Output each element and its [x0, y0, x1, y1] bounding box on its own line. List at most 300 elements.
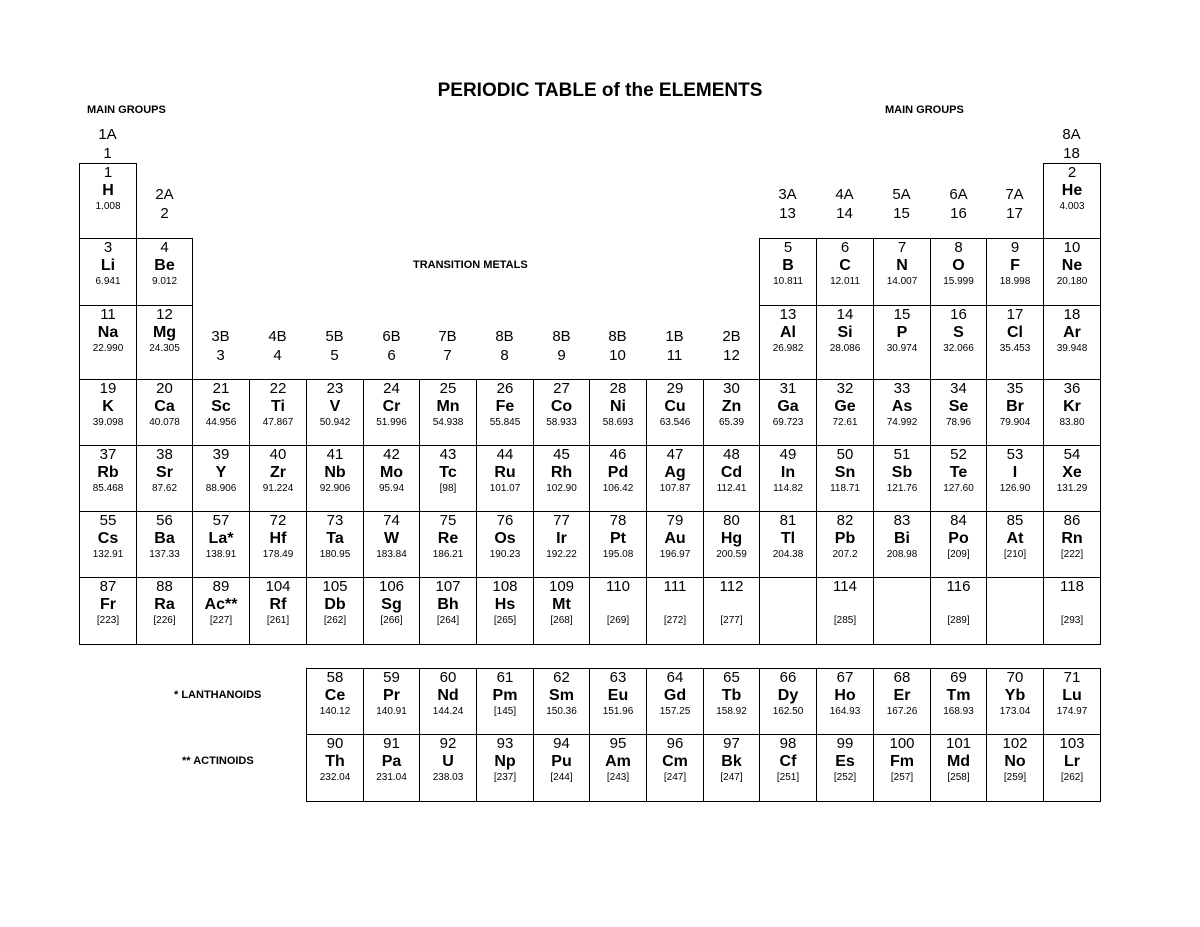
element-symbol: Na: [97, 324, 119, 341]
group-header-number: 10: [609, 347, 626, 364]
atomic-mass: 180.95: [319, 549, 351, 560]
element-cell[interactable]: [533, 445, 590, 512]
element-cell[interactable]: [873, 511, 931, 578]
element-cell[interactable]: [816, 379, 874, 446]
element-cell[interactable]: [759, 668, 817, 735]
element-cell[interactable]: [419, 668, 477, 735]
element-symbol: Sr: [156, 464, 173, 481]
group-header: [192, 327, 249, 365]
atomic-mass: 207.2: [832, 549, 858, 560]
group-header-number: 11: [666, 347, 683, 364]
element-cell[interactable]: [1043, 577, 1101, 645]
atomic-mass: 39.098: [92, 417, 124, 428]
atomic-number: 28: [609, 380, 627, 397]
element-cell[interactable]: [986, 238, 1044, 306]
group-header-label: 7A: [1005, 186, 1024, 203]
atomic-number: 57: [212, 512, 230, 529]
element-cell[interactable]: [816, 238, 874, 306]
element-cell[interactable]: [363, 668, 420, 735]
group-header-number: 18: [1063, 145, 1080, 162]
atomic-mass: 50.942: [319, 417, 351, 428]
atomic-mass: [261]: [266, 615, 290, 626]
element-cell[interactable]: [986, 379, 1044, 446]
element-cell[interactable]: [986, 445, 1044, 512]
element-cell[interactable]: [646, 734, 704, 802]
atomic-mass: 72.61: [832, 417, 858, 428]
element-cell[interactable]: [419, 734, 477, 802]
element-cell[interactable]: [363, 511, 420, 578]
element-symbol: Yb: [1004, 687, 1026, 704]
atomic-number: 110: [606, 578, 630, 595]
main-groups-label-right: MAIN GROUPS: [885, 104, 964, 116]
atomic-mass: 44.956: [205, 417, 237, 428]
element-cell[interactable]: [646, 577, 704, 645]
atomic-number: 30: [723, 380, 740, 397]
element-cell[interactable]: [930, 577, 987, 645]
element-cell[interactable]: [1043, 668, 1101, 735]
element-cell[interactable]: [930, 511, 987, 578]
atomic-number: 106: [378, 578, 405, 595]
element-symbol: Zr: [270, 464, 286, 481]
element-cell[interactable]: [1043, 734, 1101, 802]
atomic-mass: 9.012: [151, 276, 178, 287]
atomic-mass: [222]: [1060, 549, 1084, 560]
element-symbol: Ne: [1061, 257, 1083, 274]
atomic-number: 38: [156, 446, 173, 463]
atomic-number: 75: [439, 512, 457, 529]
element-symbol: Cf: [779, 753, 797, 770]
element-cell[interactable]: [306, 445, 364, 512]
atomic-mass: [247]: [720, 772, 743, 783]
element-cell[interactable]: [930, 305, 987, 380]
element-cell[interactable]: [589, 734, 647, 802]
element-cell[interactable]: [759, 379, 817, 446]
atomic-number: 90: [326, 735, 344, 752]
atomic-mass: [243]: [606, 772, 630, 783]
element-cell[interactable]: [816, 305, 874, 380]
atomic-mass: [98]: [439, 483, 457, 494]
group-header: [759, 185, 816, 223]
element-symbol: Zn: [721, 398, 742, 415]
atomic-number: 55: [99, 512, 117, 529]
atomic-number: 84: [950, 512, 967, 529]
element-cell[interactable]: [646, 668, 704, 735]
element-symbol: Ru: [494, 464, 516, 481]
element-symbol: Tl: [780, 530, 796, 547]
atomic-number: 50: [836, 446, 854, 463]
element-cell[interactable]: [476, 577, 534, 645]
atomic-mass: 204.38: [772, 549, 804, 560]
atomic-mass: 126.90: [999, 483, 1031, 494]
element-cell[interactable]: [759, 577, 817, 645]
element-cell[interactable]: [589, 668, 647, 735]
element-symbol: I: [1012, 464, 1018, 481]
element-cell[interactable]: [703, 577, 760, 645]
element-symbol: Cd: [720, 464, 743, 481]
atomic-mass: [266]: [380, 615, 403, 626]
element-symbol: Cr: [382, 398, 401, 415]
element-cell[interactable]: [1043, 445, 1101, 512]
atomic-mass: 162.50: [772, 706, 804, 717]
element-cell[interactable]: [79, 305, 137, 380]
element-symbol: Si: [837, 324, 853, 341]
atomic-mass: 51.996: [376, 417, 407, 428]
element-cell[interactable]: [646, 445, 704, 512]
element-cell[interactable]: [816, 511, 874, 578]
atomic-number: 51: [893, 446, 911, 463]
element-cell[interactable]: [930, 379, 987, 446]
atomic-number: 97: [723, 735, 740, 752]
element-cell[interactable]: [816, 445, 874, 512]
element-cell[interactable]: [306, 511, 364, 578]
element-cell[interactable]: [136, 511, 193, 578]
element-cell[interactable]: [363, 734, 420, 802]
atomic-mass: 40.078: [149, 417, 180, 428]
element-cell[interactable]: [533, 379, 590, 446]
group-header: [533, 327, 590, 365]
atomic-number: 105: [322, 578, 348, 595]
atomic-number: 32: [836, 380, 854, 397]
element-cell[interactable]: [759, 734, 817, 802]
element-cell[interactable]: [249, 577, 307, 645]
element-cell[interactable]: [306, 734, 364, 802]
atomic-mass: [265]: [493, 615, 517, 626]
element-cell[interactable]: [816, 734, 874, 802]
element-symbol: P: [896, 324, 908, 341]
atomic-number: 35: [1006, 380, 1024, 397]
element-cell[interactable]: [533, 511, 590, 578]
element-cell[interactable]: [192, 445, 250, 512]
element-cell[interactable]: [476, 511, 534, 578]
transition-metals-label: TRANSITION METALS: [413, 259, 528, 271]
atomic-number: 77: [553, 512, 570, 529]
element-cell[interactable]: [759, 305, 817, 380]
element-symbol: [1044, 595, 1100, 614]
element-symbol: Tm: [946, 687, 971, 704]
atomic-mass: 183.84: [376, 549, 407, 560]
element-cell[interactable]: [79, 577, 137, 645]
element-symbol: Al: [780, 324, 796, 341]
group-header: [79, 125, 136, 163]
element-cell[interactable]: [533, 668, 590, 735]
element-cell[interactable]: [986, 734, 1044, 802]
element-symbol: Fm: [890, 753, 914, 770]
element-cell[interactable]: [533, 577, 590, 645]
element-cell[interactable]: [476, 668, 534, 735]
element-cell[interactable]: [930, 238, 987, 306]
element-symbol: Ar: [1063, 324, 1081, 341]
element-symbol: Cl: [1007, 324, 1023, 341]
element-symbol: [590, 595, 646, 614]
atomic-number: 15: [893, 306, 911, 323]
element-symbol: Mt: [552, 596, 571, 613]
atomic-number: 63: [609, 669, 627, 686]
element-cell[interactable]: [192, 379, 250, 446]
element-symbol: La*: [208, 530, 234, 547]
element-symbol: Y: [215, 464, 227, 481]
element-symbol: Sm: [549, 687, 574, 704]
element-symbol: Tb: [721, 687, 742, 704]
atomic-number: 1: [103, 164, 113, 181]
element-cell[interactable]: [1043, 305, 1101, 380]
element-cell[interactable]: [873, 305, 931, 380]
element-cell[interactable]: [249, 379, 307, 446]
atomic-number: 6: [840, 239, 850, 256]
element-cell[interactable]: [873, 379, 931, 446]
element-symbol: Ga: [777, 398, 799, 415]
group-header: [930, 185, 987, 223]
atomic-number: 61: [496, 669, 514, 686]
element-cell[interactable]: [589, 577, 647, 645]
atomic-mass: [272]: [663, 615, 687, 626]
atomic-number: 94: [553, 735, 570, 752]
atomic-mass: 118.71: [830, 483, 860, 494]
element-symbol: Er: [893, 687, 911, 704]
atomic-mass: 150.36: [546, 706, 577, 717]
element-cell[interactable]: [79, 238, 137, 306]
element-cell[interactable]: [192, 577, 250, 645]
element-cell[interactable]: [1043, 238, 1101, 306]
element-symbol: Hf: [269, 530, 287, 547]
element-cell[interactable]: [986, 577, 1044, 645]
element-cell[interactable]: [136, 305, 193, 380]
element-cell[interactable]: [703, 511, 760, 578]
atomic-number: 16: [950, 306, 967, 323]
element-cell[interactable]: [136, 577, 193, 645]
element-cell[interactable]: [1043, 511, 1101, 578]
group-header-number: 17: [1006, 205, 1023, 222]
element-cell[interactable]: [589, 511, 647, 578]
element-symbol: Sc: [211, 398, 231, 415]
element-cell[interactable]: [306, 577, 364, 645]
element-cell[interactable]: [476, 734, 534, 802]
atomic-mass: [259]: [1003, 772, 1027, 783]
element-cell[interactable]: [873, 238, 931, 306]
atomic-number: 53: [1006, 446, 1024, 463]
atomic-mass: 65.39: [718, 417, 745, 428]
element-cell[interactable]: [930, 734, 987, 802]
element-symbol: Re: [437, 530, 459, 547]
element-cell[interactable]: [476, 445, 534, 512]
atomic-mass: 132.91: [92, 549, 124, 560]
atomic-number: 66: [779, 669, 797, 686]
atomic-mass: [268]: [550, 615, 573, 626]
atomic-number: 12: [156, 306, 173, 323]
group-header-label: 3B: [211, 328, 230, 345]
atomic-mass: 200.59: [716, 549, 747, 560]
group-header-number: 9: [557, 347, 566, 364]
group-header-number: 13: [779, 205, 796, 222]
element-cell[interactable]: [930, 445, 987, 512]
atomic-mass: [209]: [947, 549, 970, 560]
element-symbol: Pu: [551, 753, 572, 770]
group-header-label: 2B: [722, 328, 741, 345]
atomic-mass: 208.98: [886, 549, 918, 560]
element-cell[interactable]: [816, 668, 874, 735]
atomic-number: 9: [1010, 239, 1020, 256]
group-header: [419, 327, 476, 365]
atomic-number: 107: [435, 578, 461, 595]
page-title: PERIODIC TABLE of the ELEMENTS: [437, 80, 763, 101]
atomic-mass: 47.867: [262, 417, 294, 428]
element-symbol: H: [102, 182, 114, 199]
element-cell[interactable]: [589, 379, 647, 446]
element-symbol: Sg: [381, 596, 402, 613]
element-cell[interactable]: [363, 379, 420, 446]
atomic-mass: 121.76: [886, 483, 918, 494]
element-symbol: Bk: [721, 753, 742, 770]
atomic-mass: [210]: [1003, 549, 1027, 560]
element-symbol: He: [1061, 182, 1083, 199]
atomic-number: 13: [779, 306, 797, 323]
atomic-number: 91: [383, 735, 400, 752]
atomic-number: 40: [269, 446, 287, 463]
element-cell[interactable]: [419, 379, 477, 446]
group-header-label: 4B: [268, 328, 287, 345]
element-cell[interactable]: [136, 379, 193, 446]
element-cell[interactable]: [703, 379, 760, 446]
element-cell[interactable]: [533, 734, 590, 802]
element-cell[interactable]: [79, 511, 137, 578]
element-cell[interactable]: [136, 445, 193, 512]
element-cell[interactable]: [249, 445, 307, 512]
element-cell[interactable]: [703, 734, 760, 802]
group-header: [873, 185, 930, 223]
atomic-mass: 20.180: [1056, 276, 1088, 287]
atomic-number: 7: [897, 239, 907, 256]
element-cell[interactable]: [589, 445, 647, 512]
group-header-number: 5: [330, 347, 339, 364]
element-cell[interactable]: [419, 445, 477, 512]
group-header-number: 16: [950, 205, 967, 222]
atomic-number: 23: [326, 380, 344, 397]
element-cell[interactable]: [419, 577, 477, 645]
atomic-mass: 32.066: [943, 343, 974, 354]
element-symbol: Sb: [891, 464, 913, 481]
atomic-mass: 69.723: [772, 417, 804, 428]
group-header-label: 2A: [155, 186, 174, 203]
element-cell[interactable]: [306, 379, 364, 446]
element-symbol: Mg: [152, 324, 177, 341]
element-symbol: Am: [605, 753, 631, 770]
atomic-mass: [262]: [1060, 772, 1084, 783]
element-cell[interactable]: [646, 379, 704, 446]
atomic-mass: 190.23: [489, 549, 521, 560]
atomic-number: [987, 579, 1043, 595]
group-header-number: 7: [443, 347, 452, 364]
group-header-label: 5A: [892, 186, 911, 203]
element-cell[interactable]: [873, 668, 931, 735]
element-cell[interactable]: [79, 445, 137, 512]
element-cell[interactable]: [986, 511, 1044, 578]
atomic-number: 52: [950, 446, 967, 463]
atomic-mass: 54.938: [432, 417, 464, 428]
element-cell[interactable]: [249, 511, 307, 578]
element-cell[interactable]: [873, 577, 931, 645]
atomic-number: 20: [156, 380, 173, 397]
element-cell[interactable]: [703, 445, 760, 512]
element-cell[interactable]: [873, 445, 931, 512]
atomic-number: 31: [779, 380, 797, 397]
element-symbol: U: [442, 753, 454, 770]
element-cell[interactable]: [759, 238, 817, 306]
atomic-mass: 14.007: [886, 276, 918, 287]
atomic-number: 83: [893, 512, 911, 529]
element-symbol: [647, 595, 703, 614]
element-cell[interactable]: [759, 511, 817, 578]
group-header: [986, 185, 1043, 223]
atomic-mass: [264]: [436, 615, 460, 626]
atomic-number: 11: [100, 306, 116, 323]
element-cell[interactable]: [816, 577, 874, 645]
atomic-number: 4: [160, 239, 169, 256]
element-symbol: Ti: [271, 398, 285, 415]
element-symbol: Cs: [97, 530, 119, 547]
atomic-number: 78: [609, 512, 627, 529]
atomic-number: 3: [103, 239, 113, 256]
atomic-number: 26: [496, 380, 514, 397]
group-header-label: 8B: [608, 328, 627, 345]
element-cell[interactable]: [79, 163, 137, 239]
element-cell[interactable]: [986, 305, 1044, 380]
atomic-mass: [277]: [720, 615, 743, 626]
element-cell[interactable]: [986, 668, 1044, 735]
element-cell[interactable]: [646, 511, 704, 578]
atomic-mass: 168.93: [943, 706, 974, 717]
atomic-number: 45: [553, 446, 570, 463]
atomic-number: 39: [212, 446, 230, 463]
element-cell[interactable]: [192, 511, 250, 578]
element-cell[interactable]: [363, 577, 420, 645]
element-symbol: Fr: [100, 596, 116, 613]
atomic-number: 56: [156, 512, 173, 529]
atomic-number: 67: [836, 669, 854, 686]
atomic-mass: 18.998: [999, 276, 1031, 287]
group-header: [703, 327, 760, 365]
element-cell[interactable]: [873, 734, 931, 802]
atomic-mass: 192.22: [546, 549, 577, 560]
element-cell[interactable]: [306, 668, 364, 735]
atomic-number: 112: [719, 578, 744, 595]
group-header: [306, 327, 363, 365]
atomic-mass: [289]: [947, 615, 970, 626]
atomic-mass: 144.24: [432, 706, 464, 717]
element-cell[interactable]: [79, 379, 137, 446]
element-symbol: Br: [1006, 398, 1024, 415]
atomic-number: 100: [889, 735, 915, 752]
element-cell[interactable]: [759, 445, 817, 512]
element-cell[interactable]: [363, 445, 420, 512]
element-cell[interactable]: [703, 668, 760, 735]
element-symbol: Te: [949, 464, 968, 481]
atomic-number: 69: [950, 669, 967, 686]
element-symbol: Rh: [550, 464, 573, 481]
element-symbol: Nb: [324, 464, 346, 481]
atomic-mass: 39.948: [1056, 343, 1088, 354]
atomic-number: 18: [1063, 306, 1081, 323]
element-cell[interactable]: [136, 238, 193, 306]
element-cell[interactable]: [419, 511, 477, 578]
element-cell[interactable]: [930, 668, 987, 735]
atomic-mass: [252]: [833, 772, 857, 783]
atomic-mass: [269]: [606, 615, 630, 626]
element-cell[interactable]: [1043, 379, 1101, 446]
atomic-number: 34: [950, 380, 967, 397]
element-cell[interactable]: [476, 379, 534, 446]
element-symbol: Mn: [436, 398, 460, 415]
element-cell[interactable]: [1043, 163, 1101, 239]
atomic-number: 118: [1060, 578, 1084, 595]
